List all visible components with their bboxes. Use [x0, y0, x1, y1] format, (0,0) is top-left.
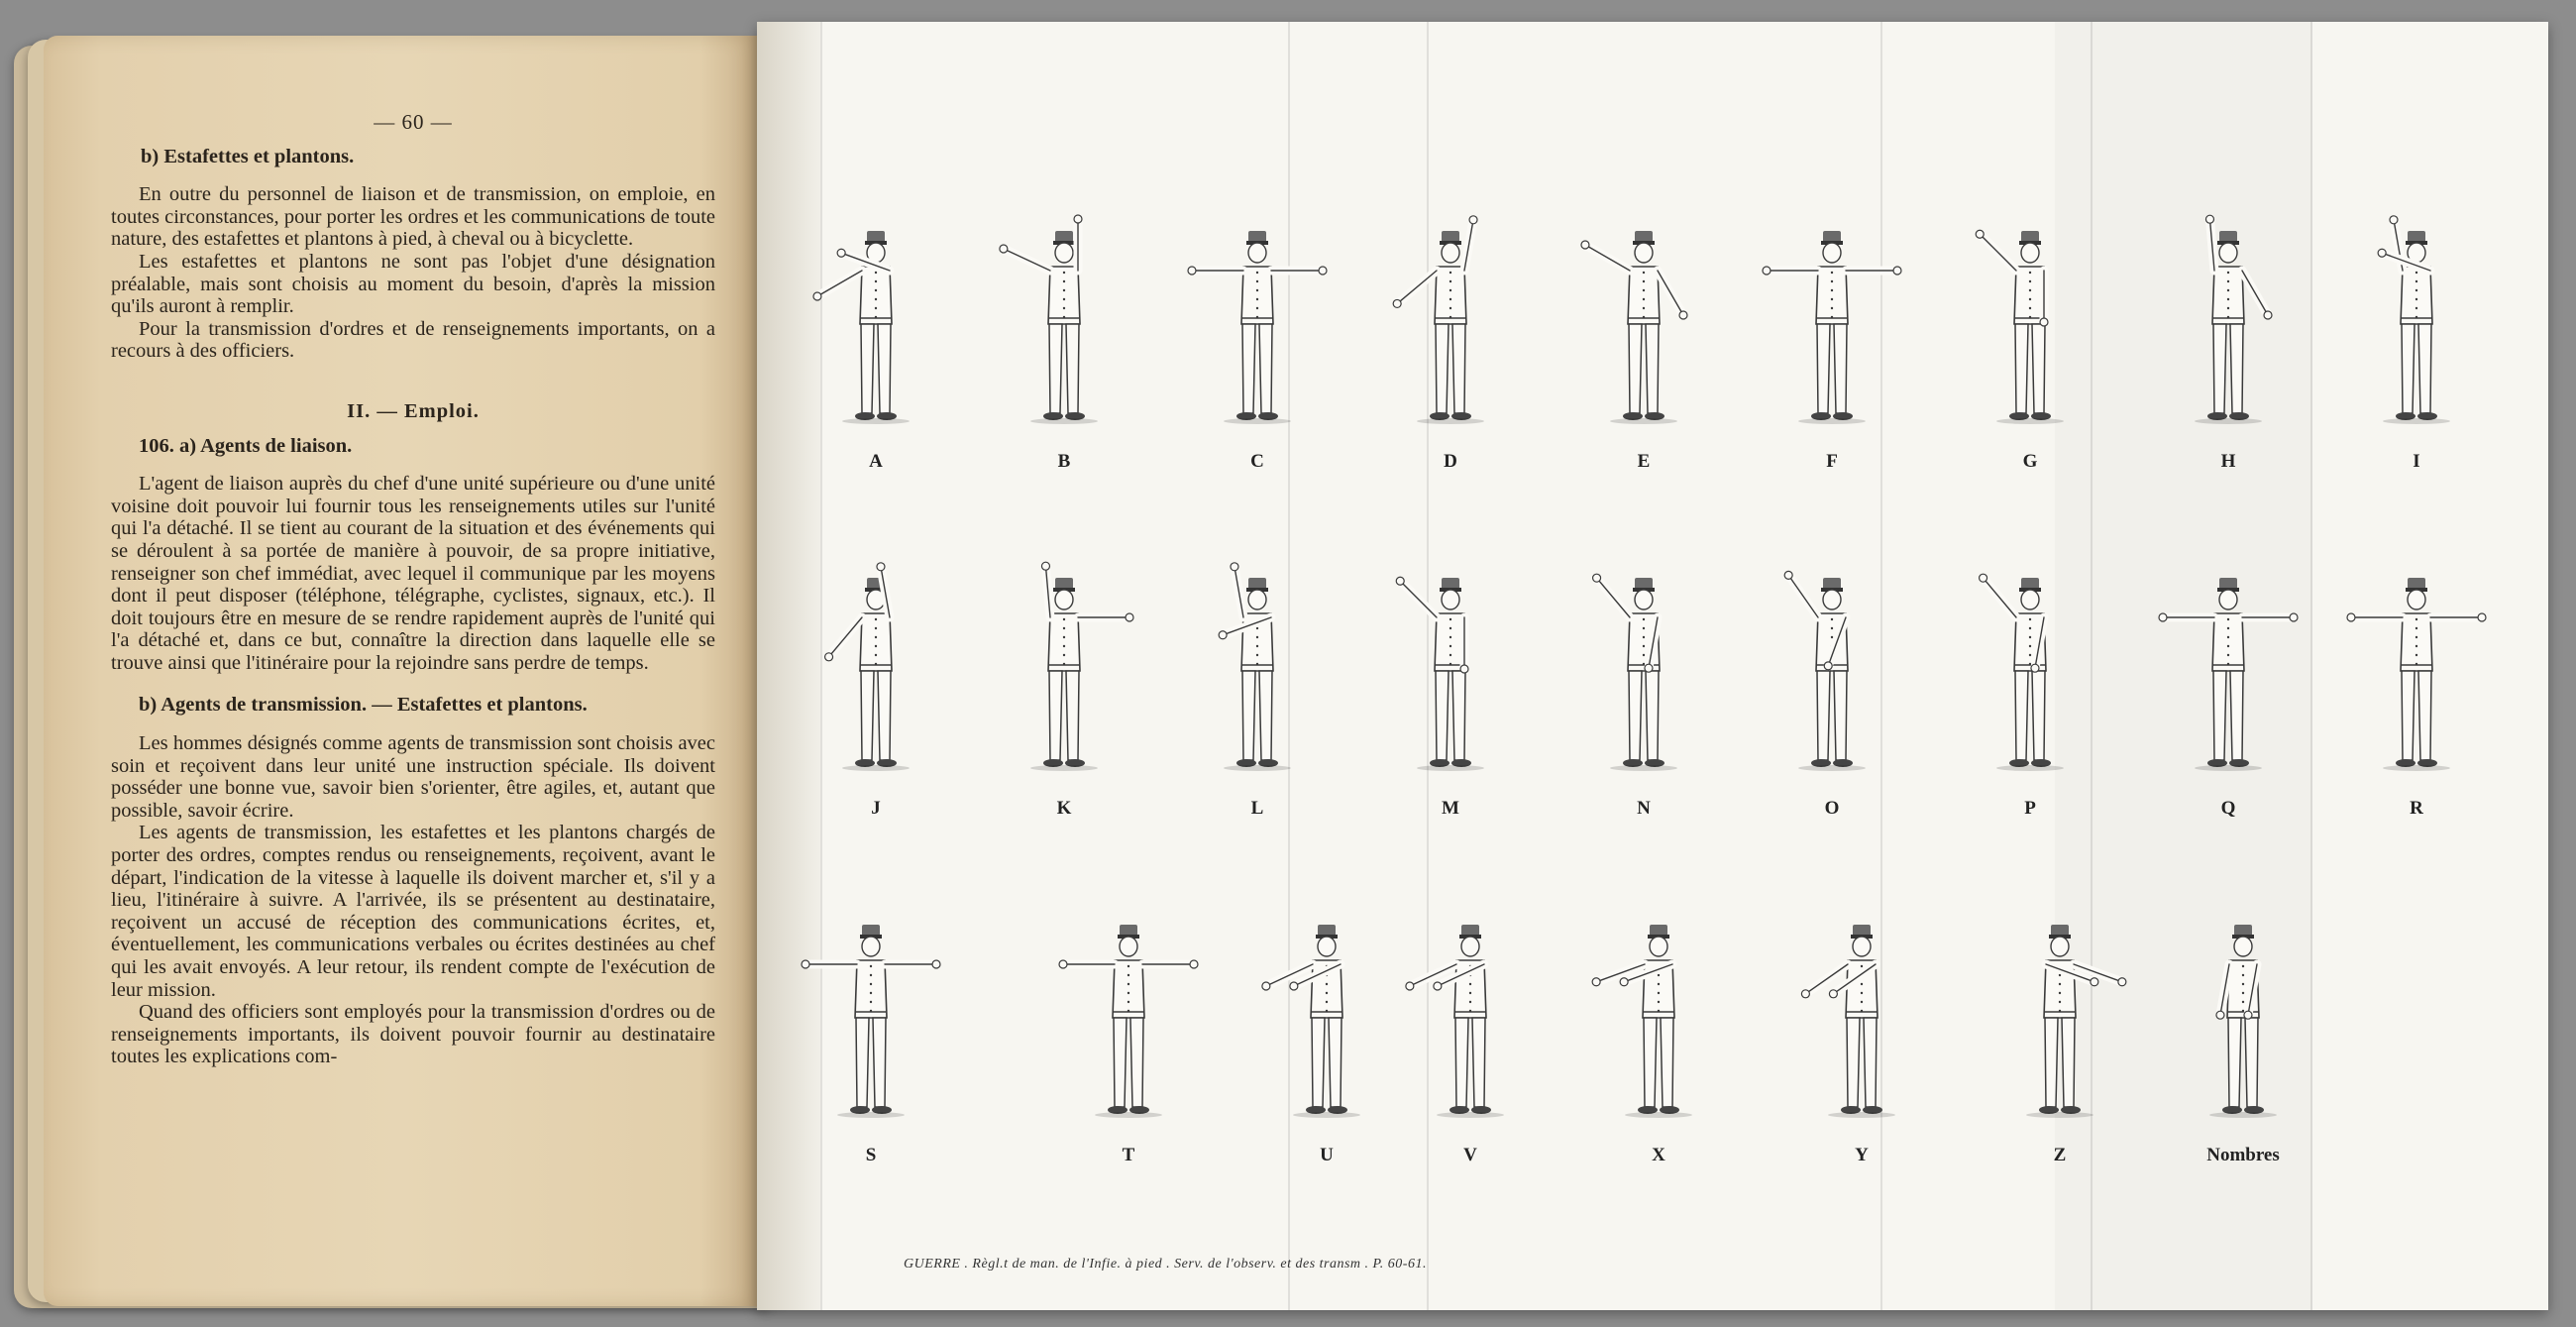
signal-plate	[757, 22, 2548, 1310]
soldier-icon	[1599, 919, 1718, 1127]
soldier-icon	[1802, 919, 1921, 1127]
signal-figure-t	[1069, 919, 1188, 1166]
section-title: II. — Emploi.	[347, 399, 480, 422]
figure-label: Nombres	[2206, 1145, 2280, 1165]
figure-label: U	[1320, 1145, 1334, 1165]
figure-label: S	[865, 1145, 877, 1165]
soldier-icon	[1005, 572, 1124, 780]
signal-figure-e	[1584, 225, 1703, 473]
soldier-icon	[1411, 919, 1530, 1127]
left-page-text	[111, 111, 715, 1068]
soldier-icon	[1005, 225, 1124, 433]
figure-label: G	[2022, 451, 2038, 472]
figure-label: P	[2024, 798, 2036, 819]
soldier-icon	[1971, 225, 2090, 433]
soldier-icon	[1391, 225, 1510, 433]
paragraph: Les agents de transmission, les estafettes et les plantons chargés de porter des ordres, comptes rendus ou renseignements, reçoivent, avant le départ, l'indication de la vitesse à laquelle ils doivent marcher et, s'il y a lieu, l'itinéraire à suivre. A l'arrivée, ils se présentent au destinataire, reçoivent un accusé de réception des communications écrites, et, éventuellement, les communications verbales ou écrites destinées au chef qui les avait envoyés. A leur retour, ils rendent compte de l'exécution de leur mission.	[111, 822, 715, 1001]
figure-label: A	[869, 451, 883, 472]
signal-figure-y	[1802, 919, 1921, 1166]
soldier-icon	[816, 225, 935, 433]
soldier-icon	[2357, 225, 2476, 433]
paragraph: En outre du personnel de liaison et de transmission, on emploie, en toutes circonstances, pour porter les ordres et les communications de toute nature, des estafettes et plantons à pied, à cheval ou à bicyclette.	[111, 183, 715, 251]
figure-label: N	[1637, 798, 1651, 819]
soldier-icon	[811, 919, 930, 1127]
paragraph: Pour la transmission d'ordres et de renseignements importants, on a recours à des officiers.	[111, 317, 715, 363]
signal-figure-n	[1584, 572, 1703, 820]
signal-figure-d	[1391, 225, 1510, 473]
signal-figure-l	[1198, 572, 1317, 820]
heading-estafettes: b) Estafettes et plantons.	[141, 145, 355, 167]
signal-figure-a	[816, 225, 935, 473]
signal-figure-b	[1005, 225, 1124, 473]
figure-label: K	[1056, 798, 1072, 819]
plate-caption: GUERRE . Règl.t de man. de l'Infie. à pied . Serv. de l'observ. et des transm . P. 60-61.	[904, 1257, 1427, 1272]
signal-figure-k	[1005, 572, 1124, 820]
signal-figure-nombres	[2184, 919, 2303, 1166]
signal-figure-x	[1599, 919, 1718, 1166]
heading-agents-liaison: 106. a) Agents de liaison.	[139, 434, 353, 457]
signal-figure-f	[1772, 225, 1891, 473]
signal-figure-r	[2357, 572, 2476, 820]
signal-figure-q	[2169, 572, 2288, 820]
soldier-icon	[1391, 572, 1510, 780]
soldier-icon	[1069, 919, 1188, 1127]
figure-label: J	[871, 798, 881, 819]
signal-figure-p	[1971, 572, 2090, 820]
figure-label: R	[2410, 798, 2423, 819]
figure-label: Z	[2053, 1145, 2067, 1165]
figure-label: H	[2220, 451, 2236, 472]
signal-figure-s	[811, 919, 930, 1166]
soldier-icon	[2169, 572, 2288, 780]
figure-label: L	[1250, 798, 1264, 819]
soldier-icon	[1772, 572, 1891, 780]
soldier-icon	[2169, 225, 2288, 433]
signal-figure-c	[1198, 225, 1317, 473]
soldier-icon	[2000, 919, 2119, 1127]
soldier-icon	[2357, 572, 2476, 780]
soldier-icon	[1198, 225, 1317, 433]
soldier-icon	[2184, 919, 2303, 1127]
figure-label: T	[1122, 1145, 1135, 1165]
signal-figure-m	[1391, 572, 1510, 820]
figure-label: I	[2413, 451, 2420, 472]
paragraph: Les estafettes et plantons ne sont pas l'objet d'une désignation préalable, mais sont choisis au moment du besoin, d'après la mission qu'ils auront à remplir.	[111, 250, 715, 318]
soldier-icon	[1584, 225, 1703, 433]
soldier-icon	[1971, 572, 2090, 780]
figure-label: M	[1442, 798, 1459, 819]
signal-figure-z	[2000, 919, 2119, 1166]
soldier-icon	[1772, 225, 1891, 433]
heading-agents-transmission: b) Agents de transmission. — Estafettes et plantons.	[139, 694, 588, 717]
soldier-icon	[1584, 572, 1703, 780]
paragraph: L'agent de liaison auprès du chef d'une unité supérieure ou d'une unité voisine doit pouvoir lui fournir tous les renseignements utiles sur l'unité qui l'a détaché. Il se tient au courant de la situation et des événements qui se déroulent à sa portée de manière à pouvoir, de sa propre initiative, renseigner son chef immédiat, avec lequel il communique par les moyens dont il peut disposer (téléphone, télégraphe, cyclistes, signaux, etc.). Il doit toujours être en mesure de se rendre rapidement auprès de l'unité qui l'a détaché et, dans ce but, connaître la direction dans laquelle elle se trouve ainsi que l'itinéraire pour la rejoindre sans perdre de temps.	[111, 473, 715, 674]
soldier-icon	[1198, 572, 1317, 780]
figure-label: Q	[2220, 798, 2236, 819]
signal-figure-h	[2169, 225, 2288, 473]
figure-label: C	[1250, 451, 1264, 472]
figure-label: D	[1444, 451, 1457, 472]
page-number: — 60 —	[374, 110, 453, 134]
signal-figure-g	[1971, 225, 2090, 473]
signal-figure-v	[1411, 919, 1530, 1166]
figure-label: V	[1463, 1145, 1477, 1165]
signal-figure-u	[1267, 919, 1386, 1166]
signal-figure-i	[2357, 225, 2476, 473]
figure-label: E	[1637, 451, 1651, 472]
signal-figure-j	[816, 572, 935, 820]
paragraph: Les hommes désignés comme agents de transmission sont choisis avec soin et reçoivent dans leur unité une instruction spéciale. Ils doivent posséder une bonne vue, savoir bien s'orienter, être agiles, et, autant que possible, savoir écrire.	[111, 732, 715, 822]
figure-label: X	[1652, 1145, 1665, 1165]
soldier-icon	[816, 572, 935, 780]
figure-label: F	[1826, 451, 1838, 472]
figure-label: B	[1057, 451, 1071, 472]
soldier-icon	[1267, 919, 1386, 1127]
paragraph: Quand des officiers sont employés pour la transmission d'ordres ou de renseignements importants, ils doivent pouvoir fournir au destinataire toutes les explications com-	[111, 1001, 715, 1068]
figure-label: Y	[1855, 1145, 1869, 1165]
signal-figure-o	[1772, 572, 1891, 820]
figure-label: O	[1824, 798, 1840, 819]
